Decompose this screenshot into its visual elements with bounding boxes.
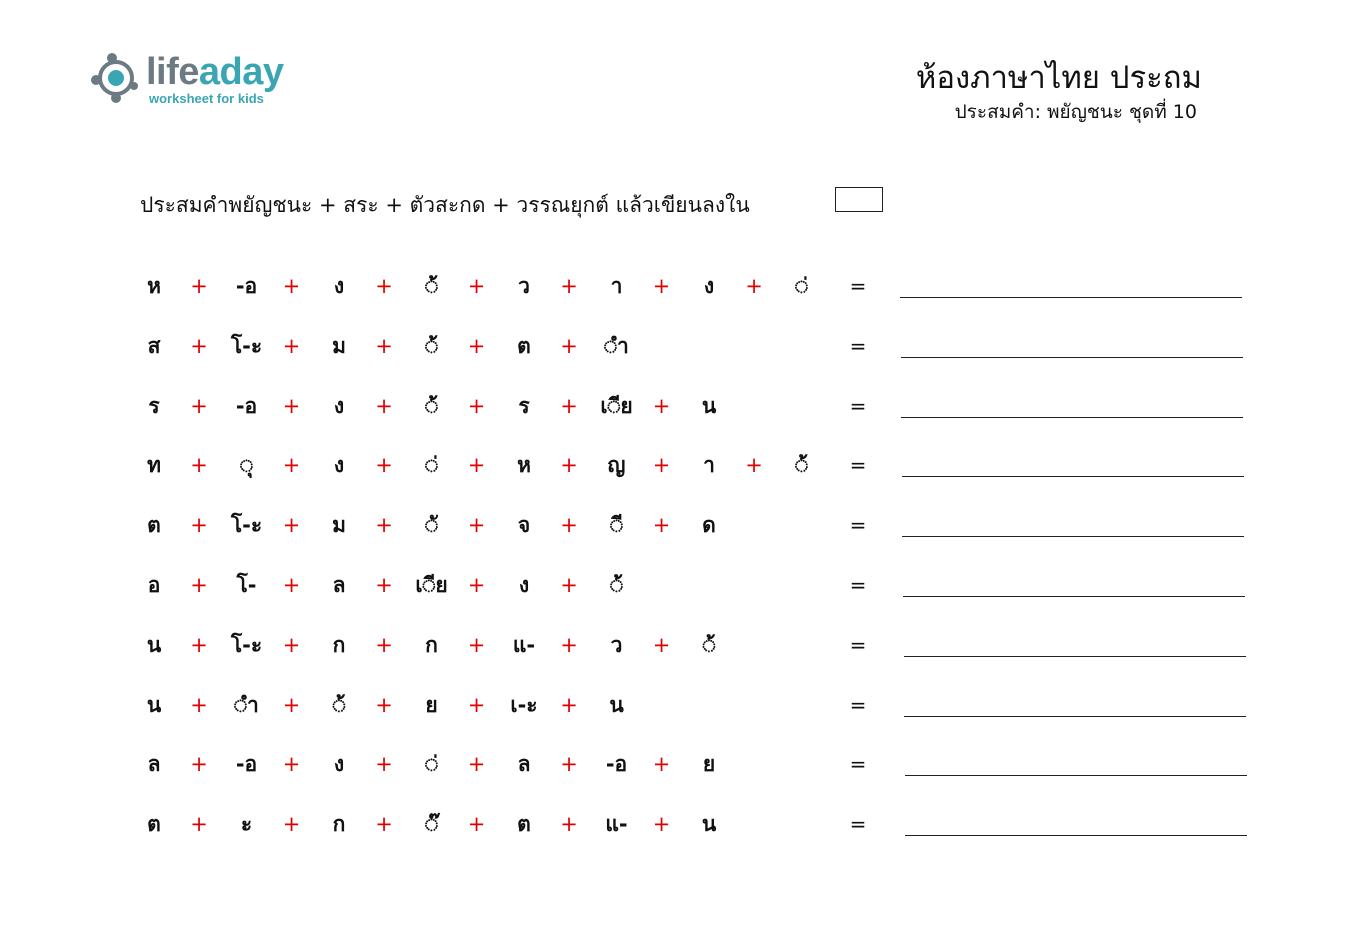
letter-part: ล xyxy=(517,752,531,777)
letter-part: ก xyxy=(332,632,346,657)
equals-sign: = xyxy=(849,812,867,837)
exercise-row xyxy=(0,503,1345,547)
plus-sign: + xyxy=(560,632,578,657)
answer-line[interactable] xyxy=(904,656,1246,657)
letter-part: ง xyxy=(703,274,715,298)
letter-part: า xyxy=(703,453,715,478)
letter-part: ห xyxy=(517,453,531,478)
letter-part: ง xyxy=(333,393,345,418)
letter-part: ◌่ xyxy=(795,274,808,298)
letter-part: น xyxy=(609,692,624,717)
molecule-logo-icon xyxy=(88,50,144,106)
lifeaday-logo xyxy=(88,48,308,118)
letter-part: ว xyxy=(518,274,530,298)
plus-sign: + xyxy=(560,513,578,538)
plus-sign: + xyxy=(190,333,208,358)
answer-line[interactable] xyxy=(904,716,1246,717)
exercise-row xyxy=(0,683,1345,727)
plus-sign: + xyxy=(282,453,301,478)
answer-line[interactable] xyxy=(902,476,1244,477)
plus-sign: + xyxy=(375,812,393,837)
plus-sign: + xyxy=(190,632,208,657)
plus-sign: + xyxy=(560,453,578,478)
plus-sign: + xyxy=(560,692,578,717)
letter-part: ย xyxy=(425,692,438,717)
exercise-row xyxy=(0,563,1345,607)
letter-part: -อ xyxy=(605,752,628,777)
letter-part: โ-ะ xyxy=(230,632,263,657)
plus-sign: + xyxy=(190,752,208,777)
letter-part: ง xyxy=(333,274,345,298)
letter-part: ต xyxy=(147,513,161,538)
letter-part: แ- xyxy=(605,812,628,837)
answer-box-sample xyxy=(835,187,883,212)
letter-part: แ- xyxy=(512,632,536,657)
plus-sign: + xyxy=(467,274,486,298)
letter-part: ะ xyxy=(240,812,253,837)
letter-part: ◌ี xyxy=(610,513,623,538)
answer-line[interactable] xyxy=(900,297,1242,298)
plus-sign: + xyxy=(560,333,578,358)
exercise-row xyxy=(0,264,1345,308)
letter-part: ร xyxy=(148,393,160,418)
letter-part: น xyxy=(146,692,162,717)
plus-sign: + xyxy=(190,573,208,597)
letter-part: ◌้ xyxy=(425,274,438,298)
exercise-row xyxy=(0,324,1345,368)
plus-sign: + xyxy=(190,513,208,538)
exercise-row xyxy=(0,742,1345,786)
letter-part: น xyxy=(146,632,162,657)
plus-sign: + xyxy=(652,812,671,837)
equals-sign: = xyxy=(849,513,867,538)
letter-part: ต xyxy=(147,812,161,837)
plus-sign: + xyxy=(282,632,301,657)
letter-part: ◌้ xyxy=(425,393,438,418)
letter-part: เ◌ีย xyxy=(415,573,448,597)
plus-sign: + xyxy=(282,513,301,538)
plus-sign: + xyxy=(282,752,301,777)
equals-sign: = xyxy=(849,453,867,478)
answer-line[interactable] xyxy=(901,357,1243,358)
plus-sign: + xyxy=(652,632,671,657)
letter-part: ◌่ xyxy=(425,453,438,478)
letter-part: ส xyxy=(147,333,161,358)
instruction-text: ประสมคำพยัญชนะ + สระ + ตัวสะกด + วรรณยุกต์ แล้วเขียนลงใน xyxy=(140,193,750,217)
letter-part: ◌๊ xyxy=(425,812,438,837)
answer-line[interactable] xyxy=(903,596,1245,597)
answer-line[interactable] xyxy=(901,417,1243,418)
letter-part: ◌ำ xyxy=(604,333,629,358)
equals-sign: = xyxy=(849,632,867,657)
equals-sign: = xyxy=(849,393,867,418)
exercise-row xyxy=(0,443,1345,487)
plus-sign: + xyxy=(375,752,393,777)
exercise-row xyxy=(0,802,1345,846)
plus-sign: + xyxy=(560,274,578,298)
plus-sign: + xyxy=(652,393,671,418)
plus-sign: + xyxy=(375,632,393,657)
plus-sign: + xyxy=(282,393,301,418)
letter-part: ◌้ xyxy=(795,453,808,478)
plus-sign: + xyxy=(560,573,578,597)
page-subtitle: ประสมคำ: พยัญชนะ ชุดที่ 10 xyxy=(954,101,1197,123)
plus-sign: + xyxy=(467,453,486,478)
letter-part: -อ xyxy=(235,752,258,777)
plus-sign: + xyxy=(467,632,486,657)
letter-part: อ xyxy=(147,573,161,597)
letter-part: -อ xyxy=(235,393,258,418)
letter-part: ม xyxy=(332,513,346,538)
plus-sign: + xyxy=(375,274,393,298)
letter-part: ว xyxy=(610,632,623,657)
exercise-row xyxy=(0,384,1345,428)
letter-part: ◌้ xyxy=(425,333,438,358)
letter-part: น xyxy=(701,812,717,837)
plus-sign: + xyxy=(375,333,393,358)
letter-part: ม xyxy=(332,333,346,358)
letter-part: จ xyxy=(517,513,531,538)
letter-part: ◌้ xyxy=(610,573,623,597)
letter-part: น xyxy=(701,393,717,418)
letter-part: ย xyxy=(702,752,716,777)
plus-sign: + xyxy=(652,513,671,538)
plus-sign: + xyxy=(745,453,763,478)
plus-sign: + xyxy=(282,274,301,298)
plus-sign: + xyxy=(190,812,208,837)
equals-sign: = xyxy=(849,573,867,597)
letter-part: ง xyxy=(333,453,345,478)
letter-part: ญ xyxy=(607,453,626,478)
plus-sign: + xyxy=(652,274,671,298)
logo-wordmark: lifeaday xyxy=(146,51,284,93)
equals-sign: = xyxy=(849,692,867,717)
plus-sign: + xyxy=(467,333,486,358)
page-title: ห้องภาษาไทย ประถม xyxy=(915,60,1202,96)
plus-sign: + xyxy=(375,692,393,717)
plus-sign: + xyxy=(560,812,578,837)
letter-part: า xyxy=(610,274,623,298)
letter-part: โ-ะ xyxy=(230,333,263,358)
equals-sign: = xyxy=(849,333,867,358)
plus-sign: + xyxy=(745,274,763,298)
plus-sign: + xyxy=(282,812,301,837)
plus-sign: + xyxy=(560,752,578,777)
plus-sign: + xyxy=(467,573,486,597)
logo-tagline: worksheet for kids xyxy=(149,91,264,106)
letter-part: ◌ุ xyxy=(240,453,253,478)
letter-part: ง xyxy=(518,573,530,597)
plus-sign: + xyxy=(467,812,486,837)
plus-sign: + xyxy=(282,333,301,358)
letter-part: ด xyxy=(702,513,716,538)
answer-line[interactable] xyxy=(902,536,1244,537)
plus-sign: + xyxy=(375,573,393,597)
letter-part: โ-ะ xyxy=(230,513,263,538)
plus-sign: + xyxy=(375,453,393,478)
plus-sign: + xyxy=(190,453,208,478)
letter-part: ร xyxy=(518,393,530,418)
plus-sign: + xyxy=(190,692,208,717)
letter-part: ◌ั xyxy=(425,513,438,538)
plus-sign: + xyxy=(560,393,578,418)
plus-sign: + xyxy=(467,752,486,777)
letter-part: โ- xyxy=(236,573,257,597)
answer-line[interactable] xyxy=(905,775,1247,776)
letter-part: ล xyxy=(332,573,346,597)
letter-part: ท xyxy=(147,453,161,478)
plus-sign: + xyxy=(652,752,671,777)
letter-part: เ-ะ xyxy=(510,692,538,717)
equals-sign: = xyxy=(849,752,867,777)
letter-part: ล xyxy=(147,752,161,777)
plus-sign: + xyxy=(190,274,208,298)
answer-line[interactable] xyxy=(905,835,1247,836)
letter-part: ง xyxy=(333,752,345,777)
letter-part: ◌้ xyxy=(332,692,346,717)
plus-sign: + xyxy=(652,453,671,478)
plus-sign: + xyxy=(375,513,393,538)
plus-sign: + xyxy=(282,692,301,717)
letter-part: ก xyxy=(425,632,438,657)
plus-sign: + xyxy=(282,573,301,597)
letter-part: ◌้ xyxy=(702,632,716,657)
letter-part: ก xyxy=(332,812,346,837)
equals-sign: = xyxy=(849,274,867,298)
letter-part: -อ xyxy=(235,274,258,298)
letter-part: ต xyxy=(517,333,531,358)
letter-part: ห xyxy=(147,274,161,298)
letter-part: ◌่ xyxy=(425,752,438,777)
plus-sign: + xyxy=(467,692,486,717)
plus-sign: + xyxy=(375,393,393,418)
letter-part: ◌ำ xyxy=(234,692,259,717)
plus-sign: + xyxy=(467,393,486,418)
plus-sign: + xyxy=(190,393,208,418)
letter-part: เ◌ีย xyxy=(600,393,633,418)
letter-part: ต xyxy=(517,812,531,837)
exercise-row xyxy=(0,623,1345,667)
plus-sign: + xyxy=(467,513,486,538)
